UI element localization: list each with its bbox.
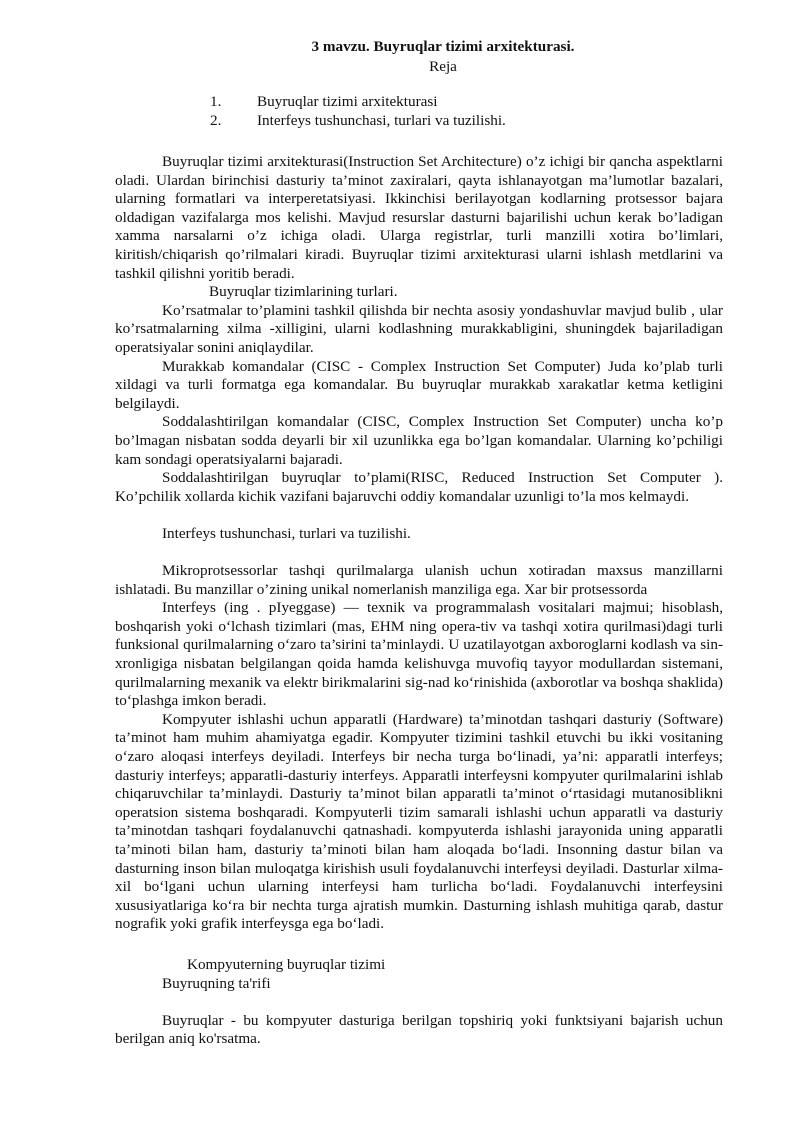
- document-subtitle: Reja: [429, 58, 457, 75]
- spacer: [115, 934, 723, 956]
- paragraph-instructions: Buyruqlar - bu kompyuter dasturiga berilgan topshiriq yoki funktsiyani bajarish uchun berilgan aniq ko'rsatma.: [115, 1011, 723, 1048]
- paragraph-simplified: Soddalashtirilgan komandalar (CISC, Complex Instruction Set Computer) uncha ko’p bo’lmagan nisbatan sodda deyarli bir xil uzunlikka ega bo’lgan komandalar. Ularning ko’pchiligi kam sondagi operatsiyalarni bajaradi.: [115, 413, 723, 468]
- section-heading-interface: Interfeys tushunchasi, turlari va tuzilishi.: [162, 524, 411, 542]
- toc-item-number: 2.: [210, 112, 222, 129]
- toc-item-text: Buyruqlar tizimi arxitekturasi: [257, 93, 438, 110]
- toc-item-text: Interfeys tushunchasi, turlari va tuzilishi.: [257, 112, 506, 129]
- section-heading-instruction-system: Kompyuterning buyruqlar tizimi: [187, 955, 386, 973]
- paragraph-isa: Buyruqlar tizimi arxitekturasi(Instruction Set Architecture) o’z ichigi bir qancha aspektlarni oladi. Ulardan birinchisi dasturiy ta’minot zaxiralari, qayta ishlanayotgan ma’lumotlar bazalari, ularning formatlari va interperetatsiyasi. Ikkinchisi berilayotgan kodlarning protsessor bajara oldadigan vazifalarga mos kelishi. Mavjud resurslar dasturni bajarilishi uchun kerak bo’ladigan xamma narsalarni o’z ichiga oladi. Ularga registrlar, turli manzilli xotira bo’limlari, kiritish/chiqarish qo’rilmalari kiradi. Buyruqlar tizimi arxitekturasi ularni ishlash metdlarini va tashkil qilishni yoritib beradi.: [115, 153, 723, 282]
- paragraph-approaches: Ko’rsatmalar to’plamini tashkil qilishda bir nechta asosiy yondashuvlar mavjud bulib , ular ko’rsatmalarning xilma -xilligini, ularni kodlashning murakkabligini, shuningdek bajariladigan operatsiyalar sonini aniqlaydilar.: [115, 301, 723, 356]
- document-title: 3 mavzu. Buyruqlar tizimi arxitekturasi.: [311, 38, 575, 55]
- subheading-instruction-definition: Buyruqning ta'rifi: [162, 974, 271, 992]
- spacer: [115, 993, 723, 1012]
- section-heading-types: Buyruqlar tizimlarining turlari.: [209, 283, 398, 301]
- paragraph-hardware-software: Kompyuter ishlashi uchun apparatli (Hardware) ta’minotdan tashqari dasturiy (Software) ta’minot ham muhim ahamiyatga egadir. Kompyuter tizimini tashkil etuvchi bu ikki vositaning o‘zaro aloqasi interfeys deyiladi. Interfeys bir necha turga bo‘linadi, ya’ni: apparatli interfeys; dasturiy interfeys; apparatli-dasturiy interfeys. Apparatli interfeysni kompyuter qurilmalarini ishlab chiqaruvchilar ta’minlaydi. Dasturiy ta’minot bilan apparatli ta’minot o‘rtasidagi mutanosiblikni operatsion sistema boshqaradi. Kompyuterli tizim samarali ishlashi uchun apparatli va dasturiy ta’minotdan tashqari foydalanuvchi qatnashadi. kompyuterda ishlashi jarayonida uning apparatli ta’minoti bilan ham, dasturiy ta’minoti bilan ham aloqada bo‘ladi. Insonning dastur bilan va dasturning inson bilan muloqatga kirishish usuli foydalanuvchi interfeysi deyiladi. Dasturlar xilma-xil bo‘lgani uchun ularning interfeysi ham turlicha bo‘ladi. Foydalanuvchi interfeysini xususiyatlariga ko‘ra bir nechta turga ajratish mumkin. Dasturning ishlash muhitiga qarab, dastur nografik yoki grafik interfeysga ega bo‘ladi.: [115, 710, 723, 933]
- paragraph-microprocessors: Mikroprotsessorlar tashqi qurilmalarga ulanish uchun xotiradan maxsus manzillarni ishlatadi. Bu manzillar o’zining unikal nomerlanish manziliga ega. Xar bir protsessorda: [115, 562, 723, 598]
- paragraph-interface-definition: Interfeys (ing . pIyeggase) — texnik va programmalash vositalari majmui; hisoblash, boshqarish yoki o‘lchash tizimlari (mas, EHM ning opera-tiv va tashqi xotira qurilmasi)dagi turli funksional qurilmalarning o‘zaro ta’sirini ta’minlaydi. U uzatilayotgan axboroglarni kodlash va sin-xronligiga nisbatan belgilangan qoida hamda kelishuvga muvofiq tayyor modullardan sistemani, qurilmalarning mexanik va elektr birikmalarini sig-nad ko‘rinishida (axborotlar va boshqa shaklida) to‘plashga imkon beradi.: [115, 599, 723, 710]
- spacer: [115, 543, 723, 562]
- paragraph-cisc-complex: Murakkab komandalar (CISC - Complex Instruction Set Computer) Juda ko’plab turli xildagi va turli formatga ega komandalar. Bu buyruqlar murakkab xarakatlar ketma ketligini belgilaydi.: [115, 357, 723, 412]
- document-body: [115, 153, 723, 1049]
- toc-item-number: 1.: [210, 93, 222, 110]
- paragraph-risc: Soddalashtirilgan buyruqlar to’plami(RISC, Reduced Instruction Set Computer ). Ko’pchilik xollarda kichik vazifani bajaruvchi oddiy komandalar uzunligi to’la mos kelmaydi.: [115, 469, 723, 505]
- spacer: [115, 506, 723, 525]
